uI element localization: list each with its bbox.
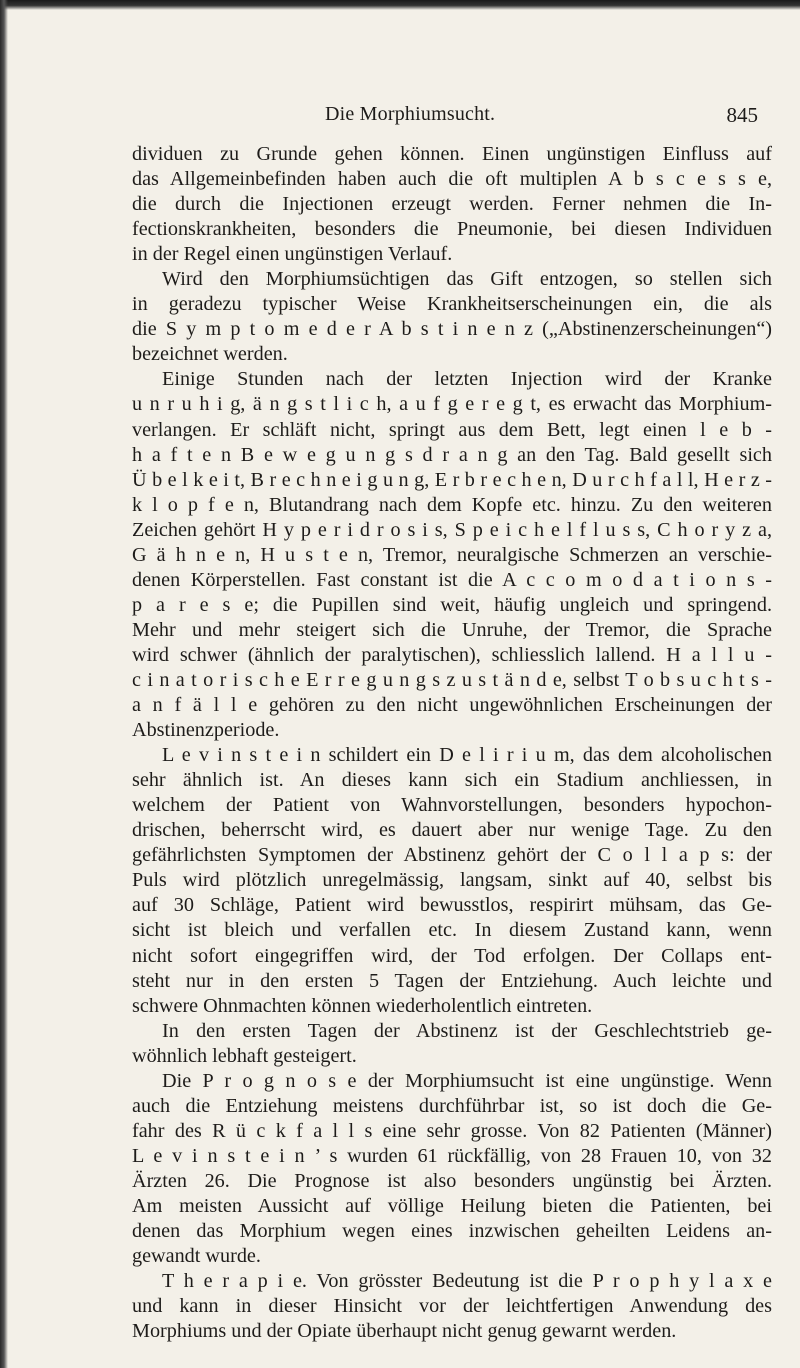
text-line: L e v i n s t e i n ’ s wurden 61 rückfällig, von 28 Frauen 10, von 32 bbox=[132, 1144, 772, 1167]
text-line: G ä h n e n, H u s t e n, Tremor, neuralgische Schmerzen an verschie- bbox=[132, 543, 772, 566]
text-line: Puls wird plötzlich unregelmässig, langsam, sinkt auf 40, selbst bis bbox=[132, 869, 772, 892]
text-line: die durch die Injectionen erzeugt werden. Ferner nehmen die In- bbox=[132, 193, 772, 216]
binding-shadow bbox=[0, 0, 8, 1368]
text-line: denen Körperstellen. Fast constant ist die A c c o m o d a t i o n s - bbox=[132, 568, 772, 591]
text-line: auch die Entziehung meistens durchführbar ist, so ist doch die Ge- bbox=[132, 1094, 772, 1117]
page-number: 845 bbox=[726, 103, 758, 127]
text-line: Mehr und mehr steigert sich die Unruhe, der Tremor, die Sprache bbox=[132, 618, 772, 641]
body-text bbox=[132, 142, 772, 1344]
text-line: T h e r a p i e. Von grösster Bedeutung ist die P r o p h y l a x e bbox=[162, 1270, 772, 1293]
text-line: a n f ä l l e gehören zu den nicht ungewöhnlichen Erscheinungen der bbox=[132, 694, 772, 717]
running-title: Die Morphiumsucht. bbox=[325, 103, 496, 125]
text-line: die S y m p t o m e d e r A b s t i n e n z („Abstinenzerscheinungen“) bbox=[132, 318, 772, 341]
text-line: Am meisten Aussicht auf völlige Heilung bieten die Patienten, bei bbox=[132, 1194, 772, 1217]
text-line: wird schwer (ähnlich der paralytischen), schliesslich lallend. H a l l u - bbox=[132, 643, 772, 666]
text-line: h a f t e n B e w e g u n g s d r a n g an den Tag. Bald gesellt sich bbox=[132, 443, 772, 466]
text-line: nicht sofort eingegriffen wird, der Tod erfolgen. Der Collaps ent- bbox=[132, 944, 772, 967]
text-line: L e v i n s t e i n schildert ein D e l i r i u m, das dem alcoholischen bbox=[162, 744, 772, 767]
text-line: wöhnlich lebhaft gesteigert. bbox=[132, 1044, 357, 1067]
text-line: Abstinenzperiode. bbox=[132, 719, 280, 742]
text-line: denen das Morphium wegen eines inzwischen geheilten Leidens an- bbox=[132, 1220, 772, 1243]
text-line: gewandt wurde. bbox=[132, 1245, 261, 1268]
text-line: Wird den Morphiumsüchtigen das Gift entzogen, so stellen sich bbox=[162, 268, 772, 291]
text-line: Ärzten 26. Die Prognose ist also besonders ungünstig bei Ärzten. bbox=[132, 1169, 772, 1192]
text-line: schwere Ohnmachten können wiederholentlich eintreten. bbox=[132, 994, 593, 1017]
text-line: fectionskrankheiten, besonders die Pneumonie, bei diesen Individuen bbox=[132, 218, 772, 241]
text-line: gefährlichsten Symptomen der Abstinenz gehört der C o l l a p s: der bbox=[132, 844, 772, 867]
text-line: in der Regel einen ungünstigen Verlauf. bbox=[132, 243, 453, 266]
text-line: p a r e s e; die Pupillen sind weit, häufig ungleich und springend. bbox=[132, 593, 772, 616]
text-line: dividuen zu Grunde gehen können. Einen ungünstigen Einfluss auf bbox=[132, 143, 772, 165]
text-line: In den ersten Tagen der Abstinenz ist der Geschlechtstrieb ge- bbox=[162, 1019, 772, 1042]
text-line: welchem der Patient von Wahnvorstellungen, besonders hypochon- bbox=[132, 794, 772, 817]
text-line: in geradezu typischer Weise Krankheitserscheinungen ein, die als bbox=[132, 293, 772, 316]
text-line: das Allgemeinbefinden haben auch die oft multiplen A b s c e s s e, bbox=[132, 168, 772, 191]
text-line: Zeichen gehört H y p e r i d r o s i s, S p e i c h e l f l u s s, C h o r y z a, bbox=[132, 518, 772, 541]
text-line: Morphiums und der Opiate überhaupt nicht genug gewarnt werden. bbox=[132, 1320, 677, 1343]
text-line: drischen, beherrscht wird, es dauert aber nur wenige Tage. Zu den bbox=[132, 819, 772, 842]
text-line: verlangen. Er schläft nicht, springt aus dem Bett, legt einen l e b - bbox=[132, 418, 772, 441]
text-line: Die P r o g n o s e der Morphiumsucht ist eine ungünstige. Wenn bbox=[162, 1069, 772, 1092]
text-line: Einige Stunden nach der letzten Injection wird der Kranke bbox=[162, 368, 772, 391]
text-line: sicht ist bleich und verfallen etc. In diesem Zustand kann, wenn bbox=[132, 919, 772, 942]
text-line: sehr ähnlich ist. An dieses kann sich ein Stadium anchliessen, in bbox=[132, 769, 772, 792]
text-line: steht nur in den ersten 5 Tagen der Entziehung. Auch leichte und bbox=[132, 969, 772, 992]
running-header bbox=[120, 103, 760, 133]
text-line: fahr des R ü c k f a l l s eine sehr grosse. Von 82 Patienten (Männer) bbox=[132, 1119, 772, 1142]
text-line: bezeichnet werden. bbox=[132, 343, 288, 366]
text-line: auf 30 Schläge, Patient wird bewusstlos, respirirt mühsam, das Ge- bbox=[132, 894, 772, 917]
text-line: Ü b e l k e i t, B r e c h n e i g u n g, E r b r e c h e n, D u r c h f a l l, H e r z - bbox=[132, 468, 772, 491]
page-top-edge bbox=[0, 0, 800, 10]
text-line: und kann in dieser Hinsicht vor der leichtfertigen Anwendung des bbox=[132, 1295, 772, 1318]
text-line: k l o p f e n, Blutandrang nach dem Kopfe etc. hinzu. Zu den weiteren bbox=[132, 493, 772, 516]
text-line: u n r u h i g, ä n g s t l i c h, a u f g e r e g t, es erwacht das Morphium- bbox=[132, 393, 772, 416]
text-line: c i n a t o r i s c h e E r r e g u n g s z u s t ä n d e, selbst T o b s u c h t s - bbox=[132, 668, 772, 691]
